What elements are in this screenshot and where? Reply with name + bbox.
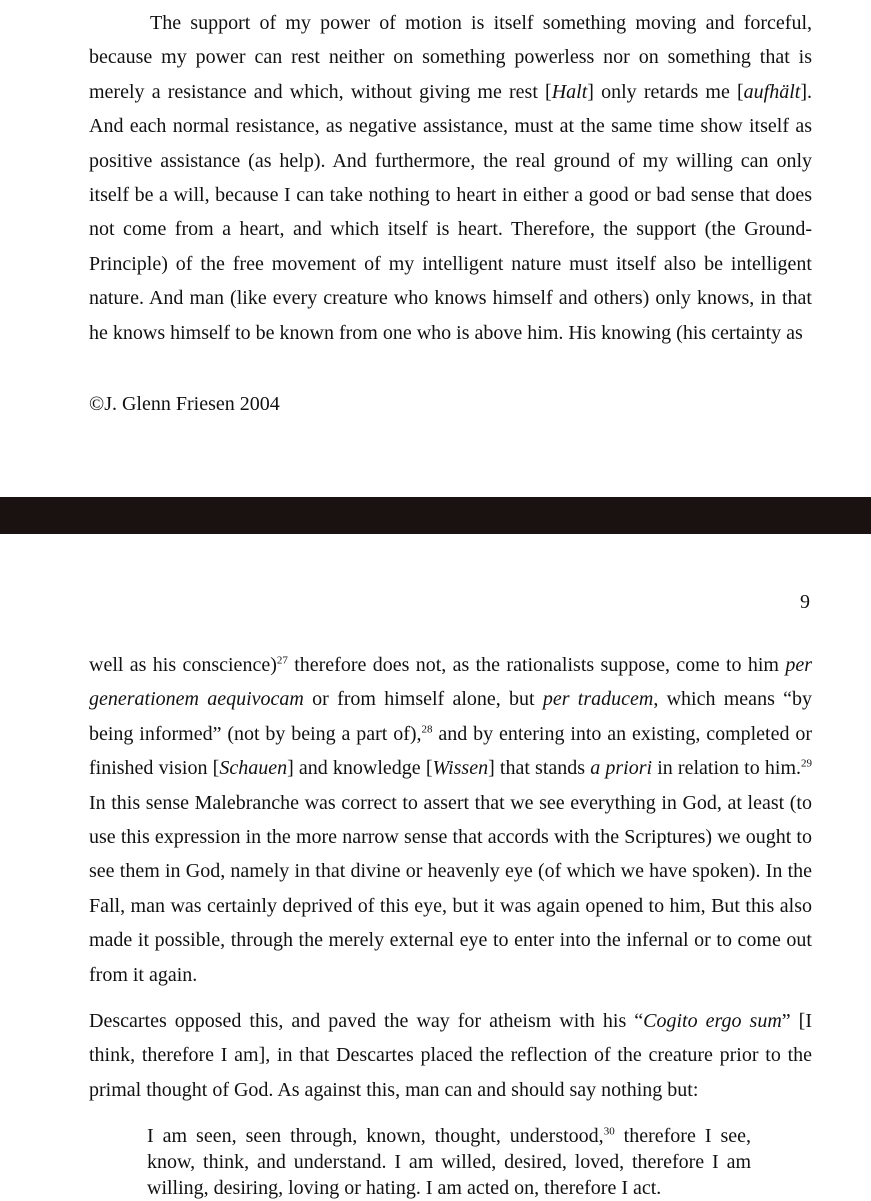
- footnote-ref: 27: [276, 654, 288, 667]
- block-quote: [147, 1123, 751, 1201]
- italic-text: per generationem aequivocam: [89, 654, 812, 711]
- body-paragraph: [89, 6, 812, 350]
- italic-text: Halt: [551, 80, 588, 103]
- text-run: I am seen, seen through, known, thought, understood,: [147, 1125, 604, 1147]
- text-run: ] that stands: [488, 757, 591, 780]
- copyright-notice: ©J. Glenn Friesen 2004: [89, 393, 280, 415]
- text-run: or from himself alone, but: [303, 688, 543, 711]
- italic-text: Cogito ergo sum: [643, 1010, 782, 1032]
- text-run: The support of my power of motion is itself something moving and forceful, because my power can rest neither on something powerless nor on something that is merely a resistance and which, without giving me rest [: [89, 12, 812, 103]
- body-paragraph: [89, 648, 812, 992]
- text-run: In this sense Malebranche was correct to assert that we see everything in God, at least (to use this expression in the more narrow sense that accords with the Scriptures) we ought to see them in God, namely in that divine or heavenly eye (of which we have spoken). In the Fall, man was certainly deprived of this eye, but it was again opened to him, But this also made it possible, through the merely external eye to enter into the infernal or to come out from it again.: [89, 791, 812, 986]
- italic-text: Wissen: [432, 757, 489, 780]
- italic-text: Schauen: [219, 757, 288, 780]
- italic-text: a priori: [590, 757, 653, 780]
- text-run: therefore does not, as the rationalists suppose, come to him: [287, 654, 786, 676]
- footnote-ref: 30: [603, 1125, 615, 1138]
- text-run: well as his conscience): [89, 654, 277, 676]
- text-run: therefore I see, know, think, and understand. I am willed, desired, loved, therefore I am willing, desiring, loving or hating. I am acted on, therefore I act.: [147, 1125, 751, 1199]
- text-run: ” [I think, therefore I am], in that Descartes placed the reflection of the creature prior to the primal thought of God. As against this, man can and should say nothing but:: [89, 1010, 812, 1101]
- text-run: ]. And each normal resistance, as negative assistance, must at the same time show itself as positive assistance (as help). And furthermore, the real ground of my willing can only itself be a will, because I can take nothing to heart in either a good or bad sense that does not come from a heart, and which itself is heart. Therefore, the support (the Ground-Principle) of the free movement of my intelligent nature must itself also be intelligent nature. And man (like every creature who knows himself and others) only knows, in that he knows himself to be known from one who is above him. His knowing (his certainty as: [89, 80, 812, 344]
- italic-text: aufhält: [743, 80, 801, 103]
- footnote-ref: 29: [801, 757, 813, 770]
- text-run: ] only retards me [: [587, 80, 744, 103]
- text-run: Descartes opposed this, and paved the way for atheism with his “: [89, 1010, 644, 1032]
- text-run: , which means “by being informed” (not by being a part of),: [89, 688, 812, 745]
- footnote-ref: 28: [421, 723, 433, 736]
- italic-text: per traducem: [542, 688, 654, 711]
- paragraph-text: [89, 6, 812, 350]
- page-number: 9: [800, 591, 810, 613]
- body-paragraph: [89, 1004, 812, 1107]
- quote-text: [147, 1123, 751, 1201]
- page-break-bar: [0, 497, 871, 534]
- text-run: and by entering into an existing, completed or finished vision [: [89, 722, 813, 780]
- paragraph-text: [89, 1004, 812, 1107]
- text-run: in relation to him.: [652, 757, 802, 780]
- paragraph-text: [89, 648, 812, 992]
- text-run: ] and knowledge [: [287, 757, 433, 780]
- page-top: [0, 0, 871, 497]
